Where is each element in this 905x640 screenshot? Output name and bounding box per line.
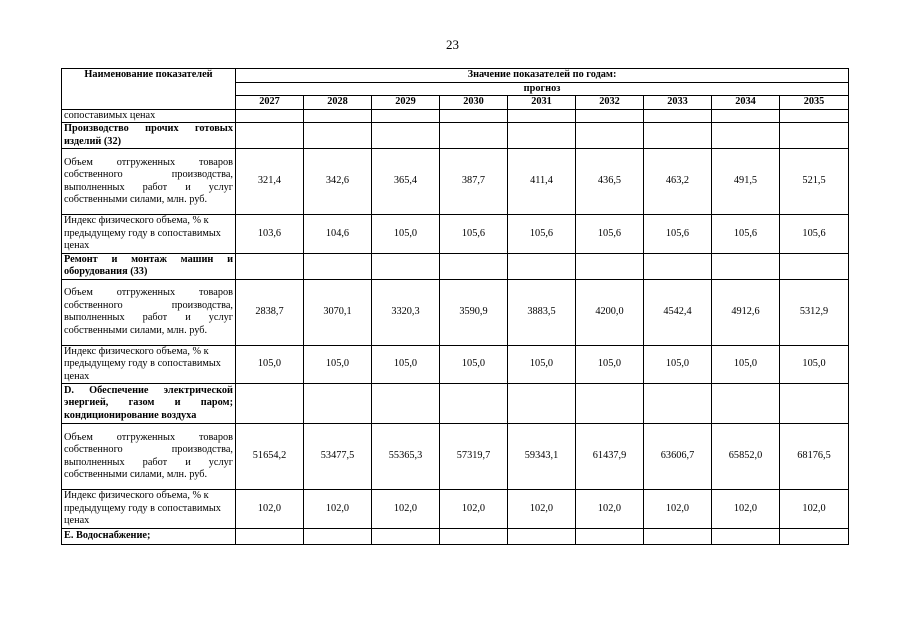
value-cell-2032 xyxy=(576,384,644,424)
value-cell-2032 xyxy=(576,109,644,123)
year-header-2027: 2027 xyxy=(236,96,304,110)
value-cell-2027 xyxy=(236,123,304,149)
indicator-name: Индекс физического объема, % к предыдущему году в сопоставимых ценах xyxy=(62,345,236,384)
value-cell-2028: 102,0 xyxy=(304,490,372,529)
value-cell-2033: 105,6 xyxy=(644,215,712,254)
value-cell-2031: 3883,5 xyxy=(508,279,576,345)
value-cell-2035: 105,6 xyxy=(780,215,849,254)
value-cell-2030 xyxy=(440,528,508,544)
table-row xyxy=(62,279,849,345)
value-cell-2027: 105,0 xyxy=(236,345,304,384)
table-row xyxy=(62,345,849,384)
value-cell-2033: 105,0 xyxy=(644,345,712,384)
value-cell-2031 xyxy=(508,123,576,149)
section-row xyxy=(62,253,849,279)
value-cell-2027 xyxy=(236,253,304,279)
indicator-name: Объем отгруженных товаров собственного производства, выполненных работ и услуг собственными силами, млн. руб. xyxy=(62,149,236,215)
value-cell-2030 xyxy=(440,384,508,424)
value-cell-2035: 68176,5 xyxy=(780,424,849,490)
value-cell-2029 xyxy=(372,253,440,279)
header-forecast: прогноз xyxy=(236,82,849,96)
value-cell-2029 xyxy=(372,384,440,424)
value-cell-2033: 63606,7 xyxy=(644,424,712,490)
value-cell-2030: 102,0 xyxy=(440,490,508,529)
value-cell-2033 xyxy=(644,123,712,149)
indicator-name: D. Обеспечение электрической энергией, газом и паром; кондиционирование воздуха xyxy=(62,384,236,424)
value-cell-2031 xyxy=(508,253,576,279)
year-header-2032: 2032 xyxy=(576,96,644,110)
value-cell-2030: 3590,9 xyxy=(440,279,508,345)
table-row xyxy=(62,215,849,254)
value-cell-2034: 105,0 xyxy=(712,345,780,384)
value-cell-2027: 51654,2 xyxy=(236,424,304,490)
table-row xyxy=(62,109,849,123)
table-row xyxy=(62,490,849,529)
value-cell-2035 xyxy=(780,384,849,424)
value-cell-2033: 102,0 xyxy=(644,490,712,529)
indicator-name: Ремонт и монтаж машин и оборудования (33) xyxy=(62,253,236,279)
header-row-title xyxy=(62,69,849,83)
value-cell-2035 xyxy=(780,109,849,123)
value-cell-2035: 102,0 xyxy=(780,490,849,529)
value-cell-2031: 105,6 xyxy=(508,215,576,254)
value-cell-2029: 105,0 xyxy=(372,345,440,384)
value-cell-2034: 65852,0 xyxy=(712,424,780,490)
value-cell-2027: 321,4 xyxy=(236,149,304,215)
value-cell-2028: 104,6 xyxy=(304,215,372,254)
value-cell-2030 xyxy=(440,253,508,279)
value-cell-2028 xyxy=(304,253,372,279)
value-cell-2032: 105,0 xyxy=(576,345,644,384)
value-cell-2034: 4912,6 xyxy=(712,279,780,345)
indicators-table xyxy=(61,68,849,545)
value-cell-2033: 463,2 xyxy=(644,149,712,215)
value-cell-2033: 4542,4 xyxy=(644,279,712,345)
header-name-column: Наименование показателей xyxy=(62,69,236,110)
value-cell-2029: 102,0 xyxy=(372,490,440,529)
value-cell-2035: 521,5 xyxy=(780,149,849,215)
value-cell-2035: 5312,9 xyxy=(780,279,849,345)
section-row xyxy=(62,123,849,149)
value-cell-2032: 102,0 xyxy=(576,490,644,529)
value-cell-2031: 105,0 xyxy=(508,345,576,384)
indicator-name: сопоставимых ценах xyxy=(62,109,236,123)
value-cell-2033 xyxy=(644,253,712,279)
value-cell-2034 xyxy=(712,123,780,149)
value-cell-2032 xyxy=(576,253,644,279)
value-cell-2031: 59343,1 xyxy=(508,424,576,490)
value-cell-2035 xyxy=(780,123,849,149)
value-cell-2030: 105,0 xyxy=(440,345,508,384)
year-header-2028: 2028 xyxy=(304,96,372,110)
value-cell-2032: 61437,9 xyxy=(576,424,644,490)
value-cell-2028: 3070,1 xyxy=(304,279,372,345)
page-number: 23 xyxy=(446,37,459,52)
value-cell-2034 xyxy=(712,253,780,279)
value-cell-2029: 3320,3 xyxy=(372,279,440,345)
year-header-2033: 2033 xyxy=(644,96,712,110)
section-row xyxy=(62,384,849,424)
value-cell-2035 xyxy=(780,253,849,279)
value-cell-2027: 103,6 xyxy=(236,215,304,254)
value-cell-2028: 53477,5 xyxy=(304,424,372,490)
table-row xyxy=(62,149,849,215)
value-cell-2030 xyxy=(440,109,508,123)
indicator-name: Индекс физического объема, % к предыдущему году в сопоставимых ценах xyxy=(62,215,236,254)
value-cell-2034 xyxy=(712,528,780,544)
section-row xyxy=(62,528,849,544)
value-cell-2034: 491,5 xyxy=(712,149,780,215)
value-cell-2031 xyxy=(508,384,576,424)
value-cell-2028 xyxy=(304,123,372,149)
value-cell-2033 xyxy=(644,528,712,544)
value-cell-2032 xyxy=(576,123,644,149)
value-cell-2028: 105,0 xyxy=(304,345,372,384)
value-cell-2031: 102,0 xyxy=(508,490,576,529)
value-cell-2032 xyxy=(576,528,644,544)
header-values-title: Значение показателей по годам: xyxy=(236,69,849,83)
value-cell-2030: 387,7 xyxy=(440,149,508,215)
value-cell-2030: 105,6 xyxy=(440,215,508,254)
indicator-name: Е. Водоснабжение; xyxy=(62,528,236,544)
value-cell-2034 xyxy=(712,109,780,123)
year-header-2031: 2031 xyxy=(508,96,576,110)
value-cell-2027 xyxy=(236,384,304,424)
indicator-name: Производство прочих готовых изделий (32) xyxy=(62,123,236,149)
value-cell-2033 xyxy=(644,109,712,123)
year-header-2029: 2029 xyxy=(372,96,440,110)
value-cell-2035: 105,0 xyxy=(780,345,849,384)
value-cell-2034: 105,6 xyxy=(712,215,780,254)
value-cell-2029: 365,4 xyxy=(372,149,440,215)
value-cell-2027 xyxy=(236,109,304,123)
value-cell-2034: 102,0 xyxy=(712,490,780,529)
value-cell-2030 xyxy=(440,123,508,149)
value-cell-2029: 55365,3 xyxy=(372,424,440,490)
indicator-name: Объем отгруженных товаров собственного производства, выполненных работ и услуг собственными силами, млн. руб. xyxy=(62,279,236,345)
value-cell-2032: 436,5 xyxy=(576,149,644,215)
value-cell-2034 xyxy=(712,384,780,424)
value-cell-2028 xyxy=(304,384,372,424)
value-cell-2029 xyxy=(372,109,440,123)
value-cell-2031 xyxy=(508,109,576,123)
year-header-2030: 2030 xyxy=(440,96,508,110)
year-header-2034: 2034 xyxy=(712,96,780,110)
value-cell-2028 xyxy=(304,528,372,544)
value-cell-2029 xyxy=(372,528,440,544)
year-header-2035: 2035 xyxy=(780,96,849,110)
value-cell-2027: 102,0 xyxy=(236,490,304,529)
value-cell-2029 xyxy=(372,123,440,149)
value-cell-2031 xyxy=(508,528,576,544)
value-cell-2032: 4200,0 xyxy=(576,279,644,345)
value-cell-2031: 411,4 xyxy=(508,149,576,215)
value-cell-2028: 342,6 xyxy=(304,149,372,215)
value-cell-2028 xyxy=(304,109,372,123)
value-cell-2035 xyxy=(780,528,849,544)
value-cell-2033 xyxy=(644,384,712,424)
table-row xyxy=(62,424,849,490)
value-cell-2030: 57319,7 xyxy=(440,424,508,490)
value-cell-2032: 105,6 xyxy=(576,215,644,254)
value-cell-2027: 2838,7 xyxy=(236,279,304,345)
indicator-name: Индекс физического объема, % к предыдущему году в сопоставимых ценах xyxy=(62,490,236,529)
value-cell-2027 xyxy=(236,528,304,544)
indicator-name: Объем отгруженных товаров собственного производства, выполненных работ и услуг собственными силами, млн. руб. xyxy=(62,424,236,490)
value-cell-2029: 105,0 xyxy=(372,215,440,254)
